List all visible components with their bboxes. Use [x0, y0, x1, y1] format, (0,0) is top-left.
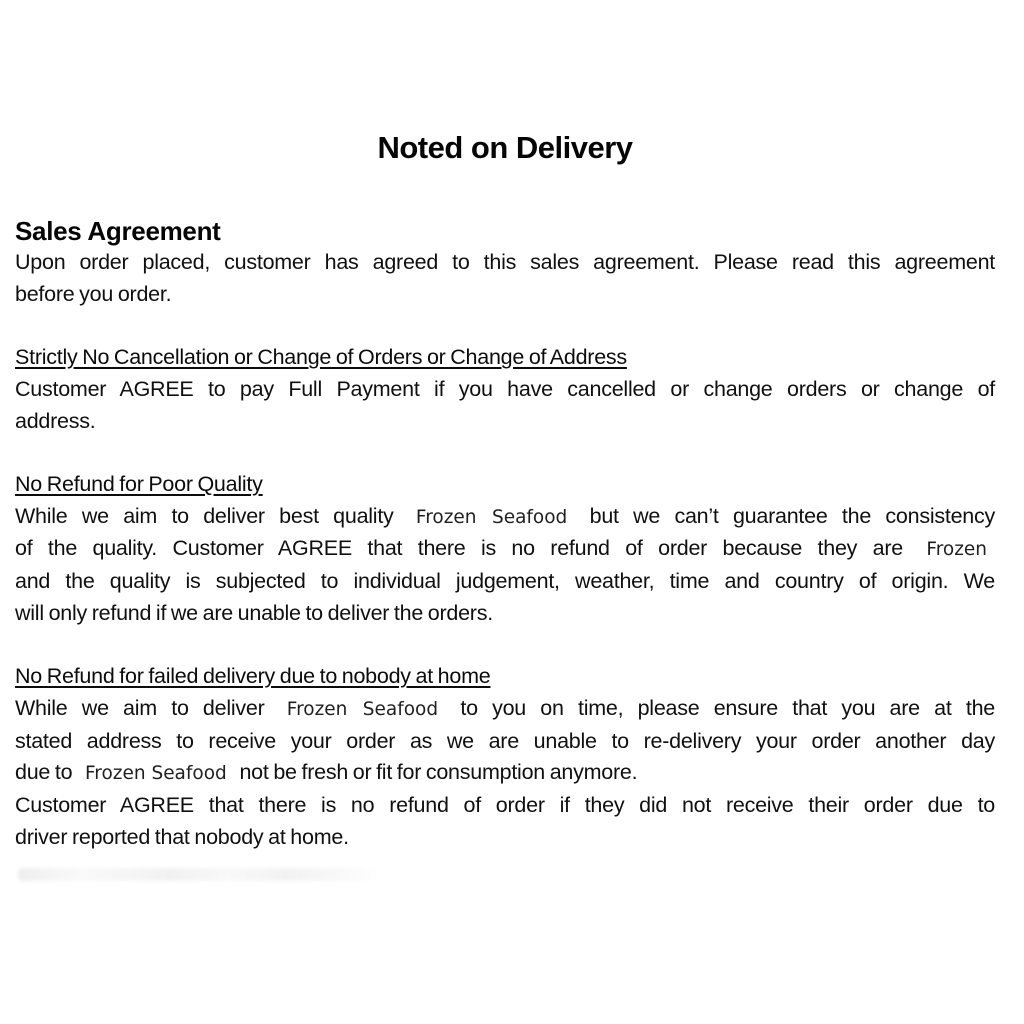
- text-segment: Customer AGREE to pay Full Payment if you have cancelled or change orders or change of: [15, 376, 995, 401]
- section: [15, 342, 995, 437]
- text-line: [15, 693, 995, 726]
- text-line: [15, 566, 995, 598]
- text-line: [15, 374, 995, 406]
- text-segment: Upon order placed, customer has agreed to this sales agreement. Please read this agreement: [15, 250, 995, 274]
- section-paragraph: [15, 374, 995, 437]
- section: [15, 469, 995, 630]
- text-line: [15, 822, 995, 854]
- section-heading: No Refund for Poor Quality: [15, 471, 263, 496]
- text-segment: before you order.: [15, 281, 172, 306]
- sections-container: [15, 310, 995, 853]
- text-segment: While we aim to deliver: [15, 695, 279, 720]
- section-heading: Strictly No Cancellation or Change of Orders or Change of Address: [15, 345, 627, 370]
- text-segment: due to: [15, 760, 77, 785]
- section: [15, 661, 995, 853]
- document-title: Noted on Delivery: [377, 130, 633, 165]
- text-segment: but we can’t guarantee the consistency: [575, 503, 995, 528]
- text-line: [15, 279, 995, 311]
- text-line: [15, 726, 995, 758]
- text-segment: will only refund if we are unable to deliver the orders.: [15, 600, 493, 625]
- section-paragraph: [15, 693, 995, 790]
- text-segment: driver reported that nobody at home.: [15, 824, 349, 849]
- sales-agreement-heading: Sales Agreement: [15, 216, 221, 246]
- text-segment: and the quality is subjected to individual judgement, weather, time and country of origin. We: [15, 569, 995, 593]
- section-gap: [15, 437, 995, 469]
- text-line: [15, 501, 995, 534]
- inserted-product-text: Frozen Seafood: [286, 698, 439, 720]
- section-paragraph: [15, 501, 995, 630]
- text-line: [15, 533, 995, 566]
- text-segment: to you on time, please ensure that you are at the: [446, 695, 996, 720]
- text-line: [15, 247, 995, 279]
- text-line: [15, 598, 995, 630]
- inserted-product-text: Frozen Seafood: [415, 506, 568, 528]
- text-line: [15, 790, 995, 822]
- text-line: [15, 406, 995, 438]
- text-segment: of the quality. Customer AGREE that there is no refund of order because they are: [15, 536, 919, 561]
- text-segment: stated address to receive your order as we are unable to re-delivery your order another day: [15, 728, 995, 753]
- text-segment: Customer AGREE that there is no refund of order if they did not receive their order due to: [15, 792, 995, 817]
- erased-text-remnant: [18, 868, 380, 881]
- inserted-product-text: Frozen: [926, 539, 987, 561]
- section-paragraph: [15, 790, 995, 853]
- intro-paragraph: [15, 247, 995, 310]
- inserted-product-text: Frozen Seafood: [85, 763, 227, 785]
- section-heading: No Refund for failed delivery due to nobody at home: [15, 664, 491, 689]
- section-gap: [15, 629, 995, 661]
- text-segment: not be fresh or fit for consumption anymore.: [234, 760, 638, 785]
- text-segment: While we aim to deliver best quality: [15, 503, 408, 528]
- text-line: [15, 757, 995, 790]
- text-segment: address.: [15, 408, 96, 433]
- section-gap: [15, 310, 995, 342]
